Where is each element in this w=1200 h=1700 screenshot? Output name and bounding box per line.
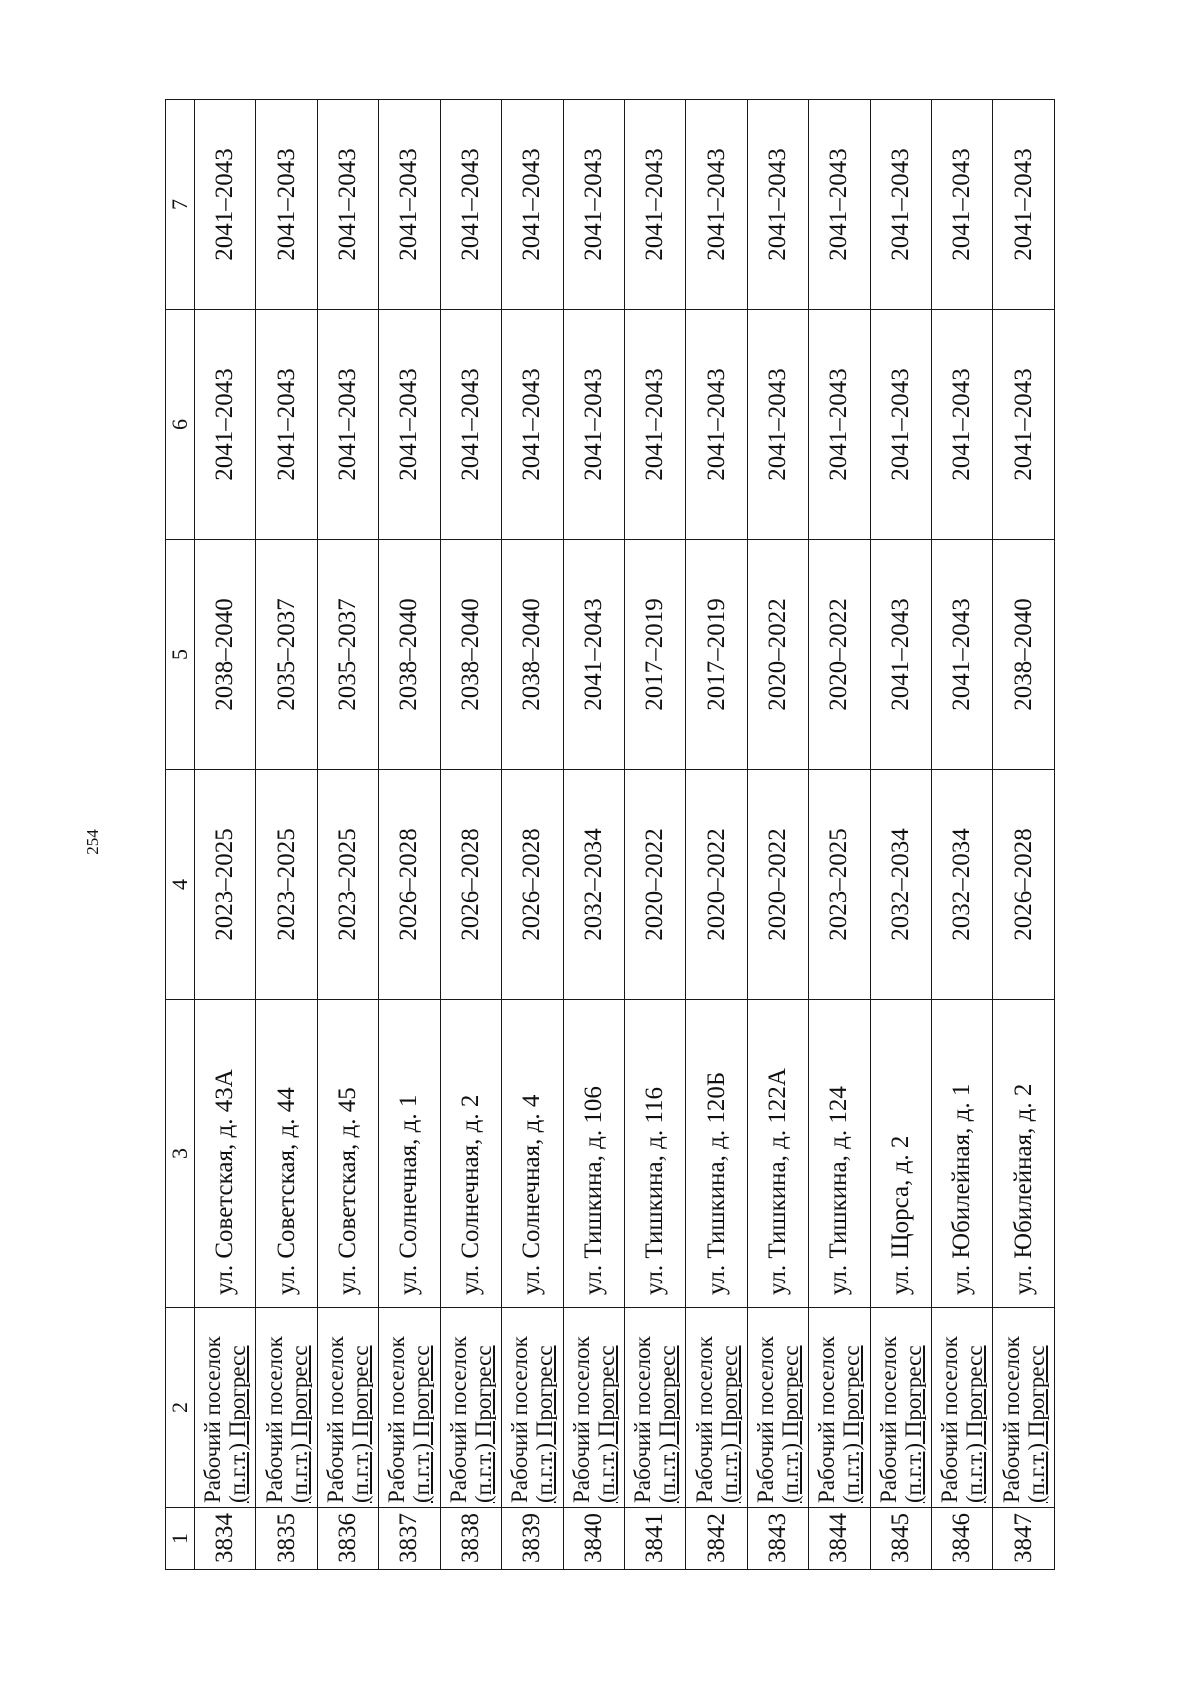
row-number-cell: 3843 — [747, 1508, 808, 1570]
settlement-line-2: (п.г.т.) Прогресс — [286, 1345, 312, 1503]
settlement-cell — [624, 1308, 685, 1508]
period-cell-col5: 2020–2022 — [747, 540, 808, 770]
settlement-line-1: Рабочий поселок — [753, 1336, 778, 1503]
settlement-line-2: (п.г.т.) Прогресс — [532, 1345, 558, 1503]
period-cell-col6: 2041–2043 — [440, 310, 501, 540]
address-cell: ул. Щорса, д. 2 — [870, 1000, 931, 1308]
data-table — [165, 99, 1055, 1570]
settlement-line-1: Рабочий поселок — [691, 1336, 717, 1503]
row-number-cell: 3835 — [256, 1508, 317, 1570]
table-row — [870, 100, 931, 1570]
period-cell-col6: 2041–2043 — [993, 310, 1055, 540]
settlement-cell — [317, 1308, 378, 1508]
settlement-cell — [870, 1308, 931, 1508]
period-cell-col6: 2041–2043 — [932, 310, 993, 540]
row-number-cell: 3840 — [563, 1508, 624, 1570]
settlement-cell — [932, 1308, 993, 1508]
settlement-line-2: (п.г.т.) Прогресс — [593, 1345, 619, 1503]
row-number-cell: 3845 — [870, 1508, 931, 1570]
table-header-cell: 5 — [166, 540, 195, 770]
settlement-cell — [379, 1308, 440, 1508]
table-row — [624, 100, 685, 1570]
table-row — [686, 100, 747, 1570]
period-cell-col7: 2041–2043 — [379, 100, 440, 310]
settlement-cell — [440, 1308, 501, 1508]
address-cell: ул. Тишкина, д. 124 — [809, 1000, 870, 1308]
settlement-line-2: (п.г.т.) Прогресс — [409, 1345, 435, 1503]
period-cell-col7: 2041–2043 — [440, 100, 501, 310]
settlement-line-1: Рабочий поселок — [568, 1336, 594, 1503]
table-header-cell: 7 — [166, 100, 195, 310]
period-cell-col7: 2041–2043 — [870, 100, 931, 310]
table-row — [379, 100, 440, 1570]
period-cell-col4: 2023–2025 — [256, 770, 317, 1000]
settlement-cell — [563, 1308, 624, 1508]
table-row — [317, 100, 378, 1570]
period-cell-col6: 2041–2043 — [379, 310, 440, 540]
address-cell: ул. Тишкина, д. 122А — [747, 1000, 808, 1308]
settlement-line-1: Рабочий поселок — [875, 1336, 901, 1503]
settlement-cell — [747, 1308, 808, 1508]
period-cell-col4: 2023–2025 — [195, 770, 256, 1000]
period-cell-col5: 2041–2043 — [870, 540, 931, 770]
period-cell-col6: 2041–2043 — [686, 310, 747, 540]
period-cell-col7: 2041–2043 — [624, 100, 685, 310]
settlement-cell — [993, 1308, 1055, 1508]
row-number-cell: 3844 — [809, 1508, 870, 1570]
address-cell: ул. Юбилейная, д. 2 — [993, 1000, 1055, 1308]
period-cell-col5: 2017–2019 — [686, 540, 747, 770]
table-header-row — [166, 100, 195, 1570]
settlement-line-1: Рабочий поселок — [814, 1336, 840, 1503]
table-header-cell: 1 — [166, 1508, 195, 1570]
table-row — [809, 100, 870, 1570]
period-cell-col7: 2041–2043 — [502, 100, 563, 310]
row-number-cell: 3847 — [993, 1508, 1055, 1570]
period-cell-col5: 2020–2022 — [809, 540, 870, 770]
table-header-cell: 2 — [166, 1308, 195, 1508]
settlement-cell — [809, 1308, 870, 1508]
period-cell-col6: 2041–2043 — [809, 310, 870, 540]
period-cell-col5: 2038–2040 — [379, 540, 440, 770]
period-cell-col4: 2026–2028 — [440, 770, 501, 1000]
settlement-line-1: Рабочий поселок — [630, 1336, 656, 1503]
table-row — [256, 100, 317, 1570]
period-cell-col4: 2023–2025 — [809, 770, 870, 1000]
settlement-line-1: Рабочий поселок — [323, 1336, 349, 1503]
row-number-cell: 3839 — [502, 1508, 563, 1570]
period-cell-col4: 2026–2028 — [379, 770, 440, 1000]
table-row — [195, 100, 256, 1570]
row-number-cell: 3846 — [932, 1508, 993, 1570]
period-cell-col4: 2026–2028 — [502, 770, 563, 1000]
period-cell-col7: 2041–2043 — [809, 100, 870, 310]
period-cell-col6: 2041–2043 — [747, 310, 808, 540]
address-cell: ул. Советская, д. 43А — [195, 1000, 256, 1308]
period-cell-col5: 2035–2037 — [317, 540, 378, 770]
period-cell-col6: 2041–2043 — [624, 310, 685, 540]
table-row — [747, 100, 808, 1570]
table-wrapper — [165, 100, 1055, 1570]
period-cell-col4: 2032–2034 — [563, 770, 624, 1000]
address-cell: ул. Тишкина, д. 116 — [624, 1000, 685, 1308]
address-cell: ул. Тишкина, д. 120Б — [686, 1000, 747, 1308]
settlement-line-2: (п.г.т.) Прогресс — [778, 1345, 803, 1503]
period-cell-col6: 2041–2043 — [256, 310, 317, 540]
table-row — [932, 100, 993, 1570]
settlement-line-2: (п.г.т.) Прогресс — [655, 1345, 681, 1503]
period-cell-col6: 2041–2043 — [870, 310, 931, 540]
settlement-line-2: (п.г.т.) Прогресс — [470, 1345, 496, 1503]
rotated-table-container — [165, 100, 1055, 1570]
settlement-line-2: (п.г.т.) Прогресс — [1023, 1345, 1049, 1503]
period-cell-col5: 2035–2037 — [256, 540, 317, 770]
settlement-cell — [256, 1308, 317, 1508]
settlement-line-2: (п.г.т.) Прогресс — [225, 1345, 251, 1503]
period-cell-col6: 2041–2043 — [195, 310, 256, 540]
address-cell: ул. Солнечная, д. 1 — [379, 1000, 440, 1308]
row-number-cell: 3837 — [379, 1508, 440, 1570]
page-number: 254 — [83, 829, 102, 855]
row-number-cell: 3834 — [195, 1508, 256, 1570]
address-cell: ул. Тишкина, д. 106 — [563, 1000, 624, 1308]
period-cell-col4: 2020–2022 — [686, 770, 747, 1000]
table-header-cell: 4 — [166, 770, 195, 1000]
period-cell-col6: 2041–2043 — [563, 310, 624, 540]
period-cell-col5: 2038–2040 — [993, 540, 1055, 770]
period-cell-col7: 2041–2043 — [195, 100, 256, 310]
table-header-cell: 3 — [166, 1000, 195, 1308]
period-cell-col5: 2017–2019 — [624, 540, 685, 770]
period-cell-col7: 2041–2043 — [563, 100, 624, 310]
address-cell: ул. Солнечная, д. 4 — [502, 1000, 563, 1308]
table-row — [563, 100, 624, 1570]
period-cell-col4: 2032–2034 — [932, 770, 993, 1000]
period-cell-col4: 2032–2034 — [870, 770, 931, 1000]
period-cell-col7: 2041–2043 — [317, 100, 378, 310]
period-cell-col5: 2041–2043 — [563, 540, 624, 770]
settlement-cell — [686, 1308, 747, 1508]
period-cell-col7: 2041–2043 — [993, 100, 1055, 310]
period-cell-col7: 2041–2043 — [932, 100, 993, 310]
period-cell-col7: 2041–2043 — [747, 100, 808, 310]
period-cell-col6: 2041–2043 — [502, 310, 563, 540]
period-cell-col7: 2041–2043 — [686, 100, 747, 310]
period-cell-col5: 2038–2040 — [440, 540, 501, 770]
table-body — [195, 100, 1055, 1570]
settlement-line-1: Рабочий поселок — [200, 1336, 226, 1503]
settlement-line-1: Рабочий поселок — [937, 1336, 963, 1503]
settlement-line-1: Рабочий поселок — [261, 1336, 287, 1503]
settlement-line-2: (п.г.т.) Прогресс — [348, 1345, 374, 1503]
address-cell: ул. Советская, д. 44 — [256, 1000, 317, 1308]
row-number-cell: 3842 — [686, 1508, 747, 1570]
settlement-cell — [502, 1308, 563, 1508]
period-cell-col4: 2020–2022 — [747, 770, 808, 1000]
table-row — [502, 100, 563, 1570]
period-cell-col5: 2038–2040 — [502, 540, 563, 770]
settlement-line-1: Рабочий поселок — [445, 1336, 471, 1503]
settlement-line-2: (п.г.т.) Прогресс — [716, 1345, 742, 1503]
address-cell: ул. Советская, д. 45 — [317, 1000, 378, 1308]
settlement-line-2: (п.г.т.) Прогресс — [839, 1345, 865, 1503]
settlement-line-2: (п.г.т.) Прогресс — [900, 1345, 926, 1503]
period-cell-col5: 2041–2043 — [932, 540, 993, 770]
period-cell-col7: 2041–2043 — [256, 100, 317, 310]
settlement-line-1: Рабочий поселок — [998, 1336, 1024, 1503]
table-header-cell: 6 — [166, 310, 195, 540]
table-row — [440, 100, 501, 1570]
period-cell-col6: 2041–2043 — [317, 310, 378, 540]
address-cell: ул. Солнечная, д. 2 — [440, 1000, 501, 1308]
period-cell-col4: 2026–2028 — [993, 770, 1055, 1000]
settlement-cell — [195, 1308, 256, 1508]
address-cell: ул. Юбилейная, д. 1 — [932, 1000, 993, 1308]
period-cell-col5: 2038–2040 — [195, 540, 256, 770]
period-cell-col4: 2023–2025 — [317, 770, 378, 1000]
settlement-line-1: Рабочий поселок — [507, 1336, 533, 1503]
row-number-cell: 3838 — [440, 1508, 501, 1570]
row-number-cell: 3836 — [317, 1508, 378, 1570]
settlement-line-1: Рабочий поселок — [384, 1336, 410, 1503]
row-number-cell: 3841 — [624, 1508, 685, 1570]
settlement-line-2: (п.г.т.) Прогресс — [962, 1345, 988, 1503]
period-cell-col4: 2020–2022 — [624, 770, 685, 1000]
table-row — [993, 100, 1055, 1570]
